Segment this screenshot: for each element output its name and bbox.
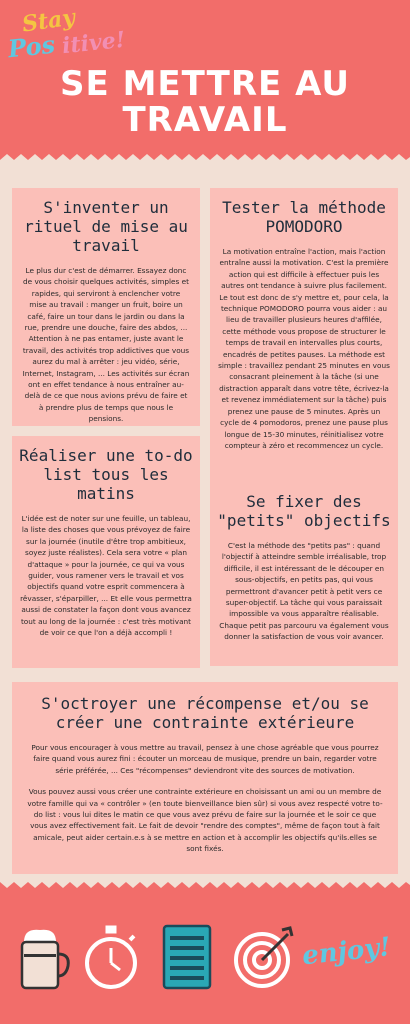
- stopwatch-icon: [80, 924, 142, 994]
- card-ritual: [12, 188, 200, 426]
- zigzag-divider-top: [0, 154, 410, 166]
- card-pomodoro-heading: Tester la méthode POMODORO: [222, 198, 386, 236]
- card-objectives-body: C'est la méthode des "petits pas" : quand l'objectif à atteindre semble irréalisable, trop difficile, il est intéressant de le découper en sous-objectifs, en petits pas, qui vous permettront d'avancer petit à petit vers ce super-objectif. La tâche qui vous paraissait impossible va vous apparaître réalisable. Chaque petit pas parcouru va également vous donner la satisfaction de vous voir avancer.: [219, 541, 389, 642]
- card-ritual-body: Le plus dur c'est de démarrer. Essayez donc de vous choisir quelques activités, simples et rapides, qui serviront à enclencher votre mise au travail : manger un fruit, boire un café, faire un tour dans le jardin ou dans la rue, prendre une douche, faire des abdos, ... Attention à ne pas entamer, juste avant le travail, des activités trop addictives que vous aurez du mal à arrêter : jeu vidéo, série, Internet, Instagram, ... Les activités sur écran ont en effet tendance à nous entraîner au-delà de ce que nous avions prévu de faire et à prendre plus de temps que nous le pensions.: [22, 266, 190, 424]
- stay-positive-logo: [6, 4, 127, 68]
- page-title-line2: TRAVAIL: [122, 100, 288, 140]
- card-pomodoro-body: La motivation entraîne l'action, mais l'action entraîne aussi la motivation. C'est la première action qui est difficile à effectuer puis les autres ont tendance à suivre plus facilement. Le tout est donc de s'y mettre et, pour cela, la technique POMODORO pourra vous aider : au lieu de travailler plusieurs heures d'affilée, cette méthode vous propose de structurer le temps de travail en intervalles plus courts, encadrés de petites pauses. La méthode est simple : travaillez pendant 25 minutes en vous consacrant pleinement à la tâche (si une distraction apparaît dans votre tête, écrivez-la et revenez immédiatement sur la tâche) puis prenez une pause de 5 minutes. Après un cycle de 4 pomodoros, prenez une pause plus longue de 15-30 minutes, réinitialisez votre compteur à zéro et recommencez un cycle.: [218, 247, 390, 450]
- card-todo: [12, 436, 200, 668]
- card-pomodoro: [210, 188, 398, 492]
- content-panel: [0, 166, 410, 876]
- zigzag-divider-bottom: [0, 876, 410, 888]
- notebook-icon: [160, 924, 214, 994]
- footer-icons: [0, 888, 410, 1024]
- card-ritual-heading: S'inventer un rituel de mise au travail: [24, 198, 188, 255]
- card-todo-body: L'idée est de noter sur une feuille, un tableau, la liste des choses que vous prévoyez de faire sur la journée (inutile d'être trop ambitieux, soyez juste réalistes). Cela sera votre « plan d'attaque » pour la journée, ce qui va vous guider, vous ramener vers le travail et vos objectifs quand votre esprit commencera à rêvasser, s'éparpiller, ... Et elle vous permettra aussi de constater la façon dont vous avancez tout au long de la journée : c'est très motivant de voir ce que l'on a déjà accompli !: [20, 514, 192, 638]
- card-todo-heading: Réaliser une to-do list tous les matins: [19, 446, 193, 503]
- logo-word-stay: Stay: [20, 4, 77, 38]
- target-icon: [230, 924, 296, 994]
- page-title-line1: SE METTRE AU: [60, 64, 350, 104]
- page-title: [0, 66, 410, 138]
- card-objectives-heading: Se fixer des "petits" objectifs: [217, 492, 391, 530]
- logo-word-itive: itive!: [60, 26, 127, 60]
- card-reward-body-2: Vous pouvez aussi vous créer une contrainte extérieure en choisissant un ami ou un membre de votre famille qui va « contrôler » (en toute bienveillance bien sûr) si vous avez respecté votre to-do list : vous lui dites le matin ce que vous avez prévu de faire sur la journée et le soir ce que vous avez effectivement fait. Le fait de devoir "rendre des comptes", même de façon tout à fait amicale, peut aider certain.e.s à se mettre en action et à accomplir les objectifs qu'ils.elles se sont fixés.: [27, 787, 383, 854]
- logo-word-pos: Pos: [6, 29, 57, 64]
- card-reward-heading: S'octroyer une récompense et/ou se créer une contrainte extérieure: [41, 694, 369, 732]
- mug-icon: [10, 924, 72, 994]
- enjoy-logo: enjoy!: [300, 932, 393, 972]
- card-reward-body: Pour vous encourager à vous mettre au travail, pensez à une chose agréable que vous pourrez faire quand vous aurez fini : écouter un morceau de musique, prendre un bain, regarder votre série préférée, ... Ces "récompenses" deviendront vite des sources de motivation.: [31, 743, 379, 775]
- card-objectives: [210, 482, 398, 666]
- card-reward: [12, 682, 398, 874]
